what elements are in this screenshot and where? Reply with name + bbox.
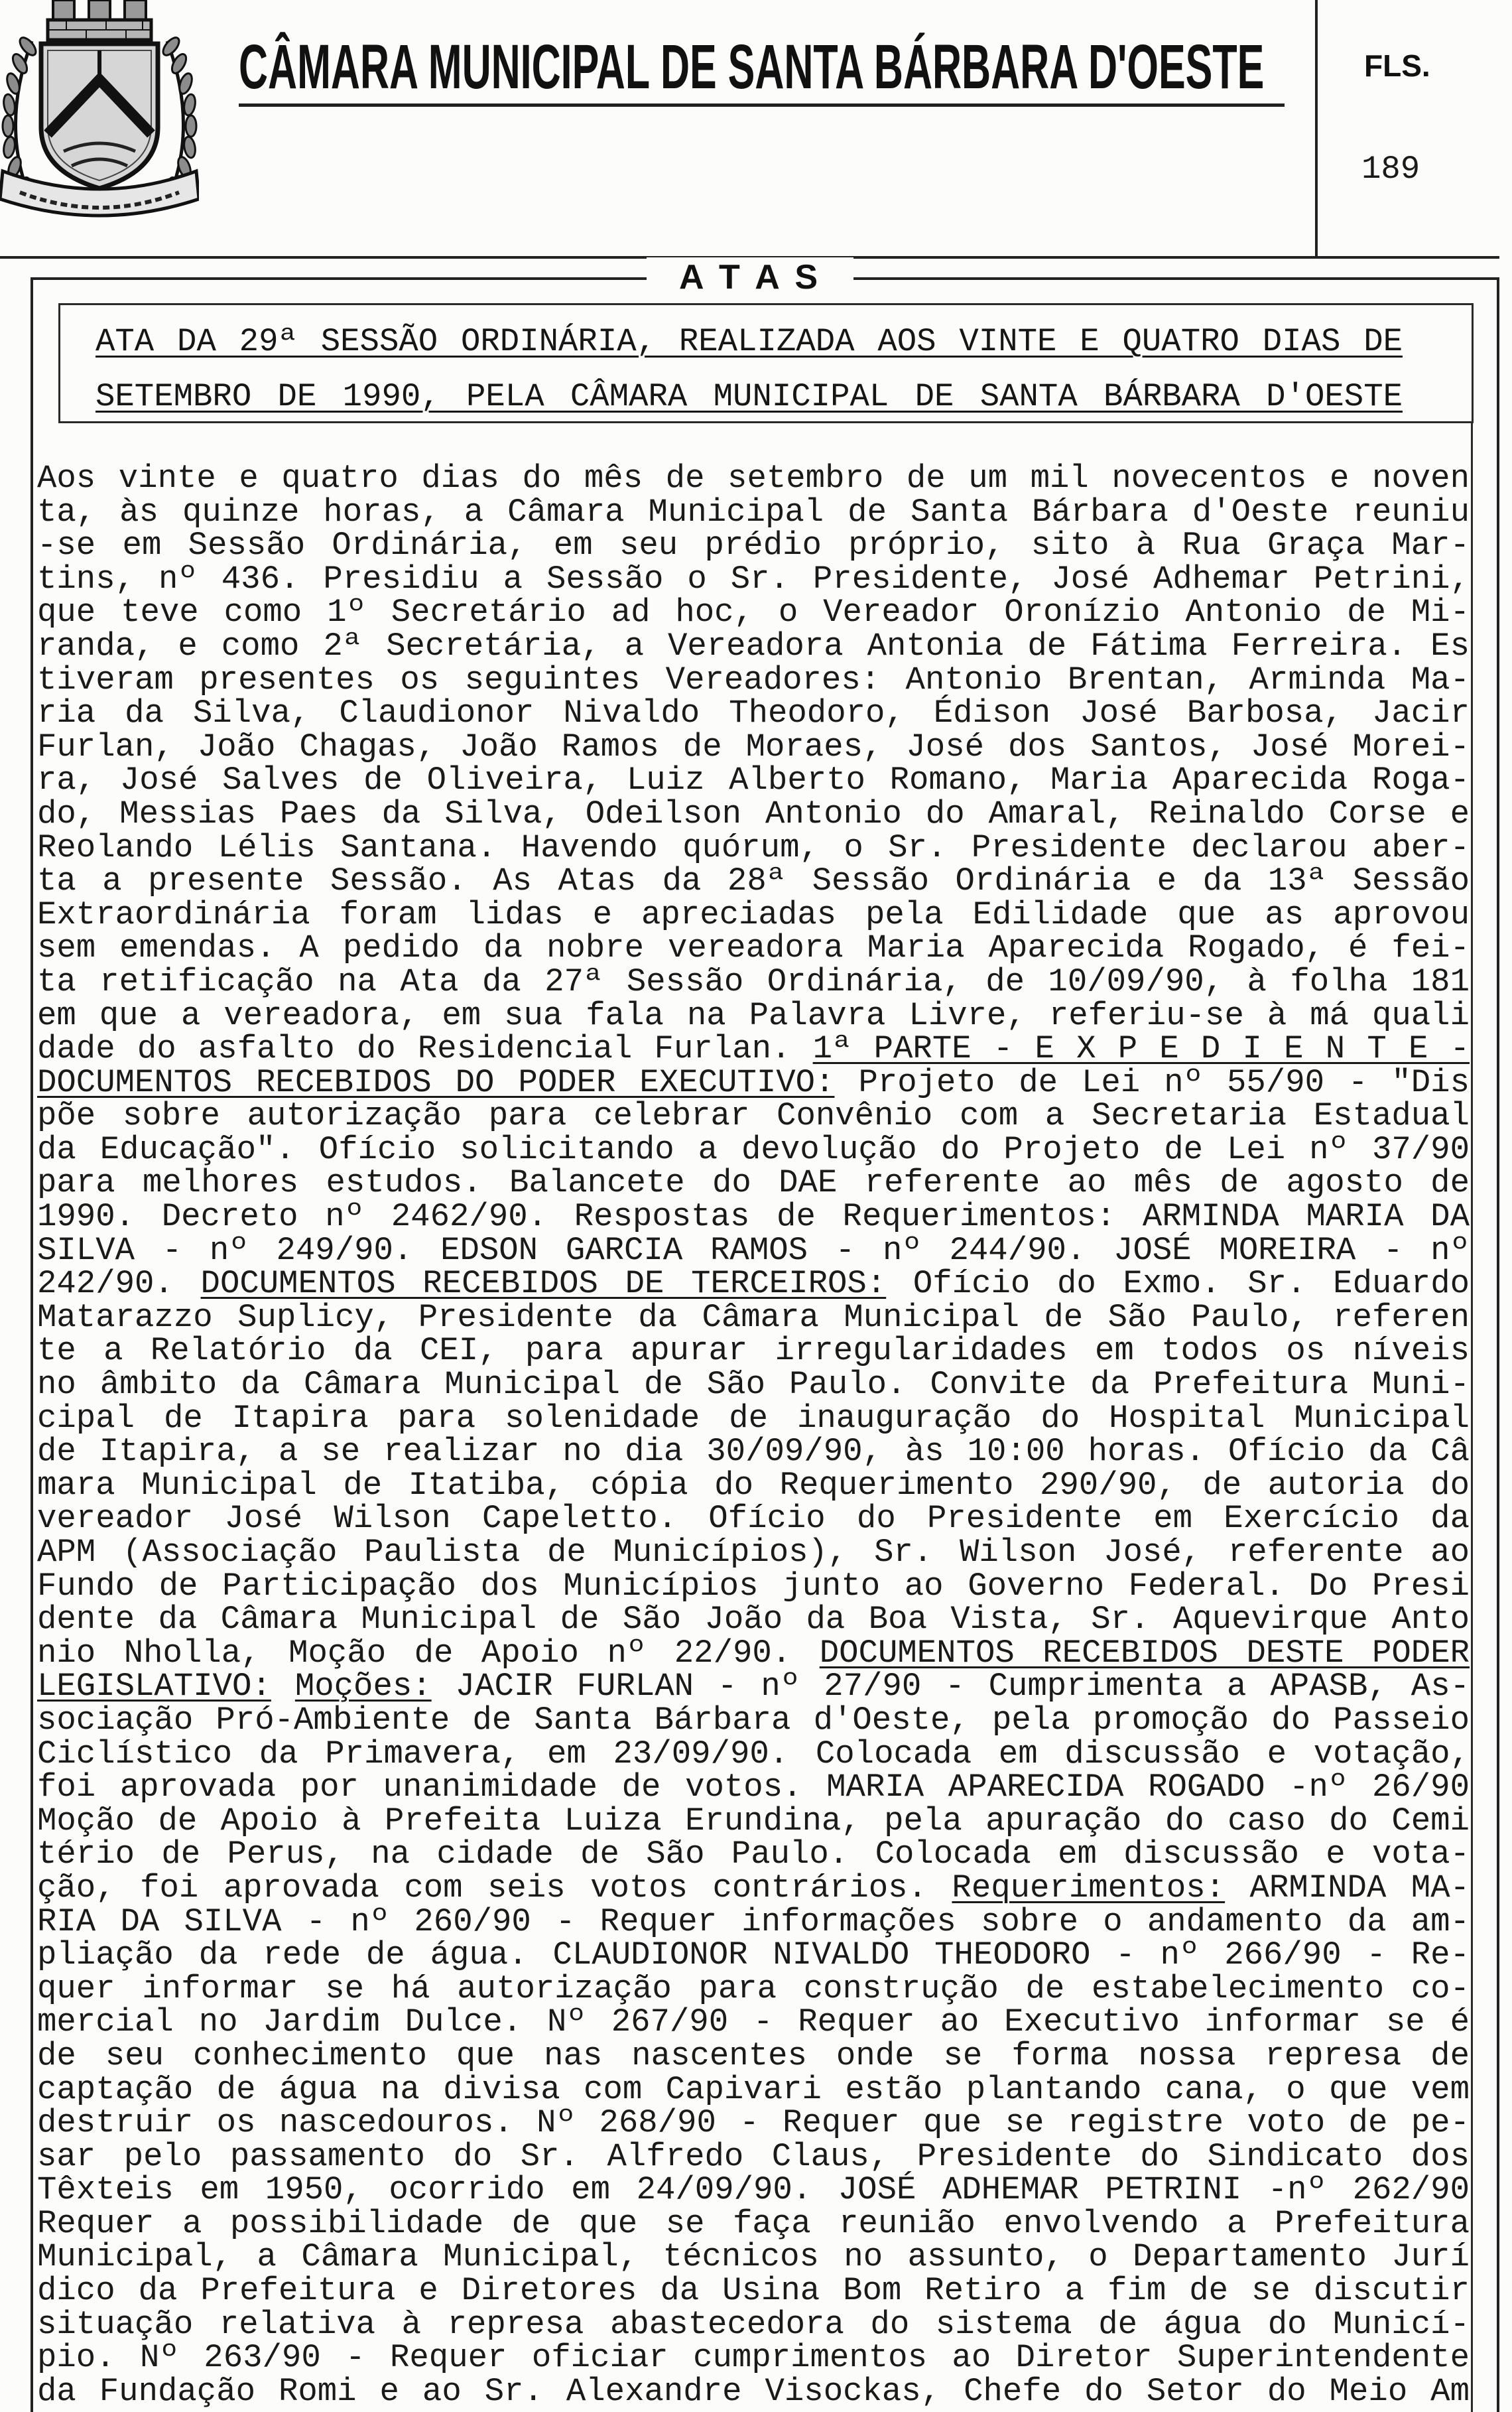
- body-line: [37, 1634, 1470, 1672]
- body-line: [37, 1771, 1470, 1804]
- body-line: [37, 1368, 1470, 1402]
- body-text: para melhores estudos. Balancete do DAE referente ao mês de agosto de: [37, 1164, 1470, 1202]
- body-text: pliação da rede de água. CLAUDIONOR NIVALDO THEODORO - nº 266/90 - Re-: [37, 1936, 1470, 1974]
- body-line: [37, 2173, 1470, 2207]
- body-line: [37, 560, 1470, 598]
- body-line: [37, 2305, 1470, 2343]
- body-line: [37, 596, 1470, 630]
- body-line: [37, 1536, 1470, 1570]
- page-number: 189: [1361, 151, 1420, 188]
- body-text: dente da Câmara Municipal de São João da Boa Vista, Sr. Aquevirque Anto: [37, 1601, 1470, 1639]
- body-line: [37, 1399, 1470, 1437]
- body-text: que teve como 1º Secretário ad hoc, o Vereador Oronízio Antonio de Mi-: [37, 594, 1470, 632]
- body-text: mercial no Jardim Dulce. Nº 267/90 - Requer ao Executivo informar se é: [37, 2003, 1470, 2041]
- body-text: sar pelo passamento do Sr. Alfredo Claus, Presidente do Sindicato dos: [37, 2137, 1470, 2175]
- underlined-section-heading: DOCUMENTOS RECEBIDOS DE TERCEIROS:: [200, 1265, 887, 1303]
- body-text: mara Municipal de Itatiba, cópia do Requerimento 290/90, de autoria do: [37, 1466, 1470, 1504]
- body-line: [37, 1972, 1470, 2006]
- body-text: Requer a possibilidade de que se faça reunião envolvendo a Prefeitura: [37, 2204, 1470, 2242]
- minutes-body: [37, 462, 1470, 2408]
- body-line: [37, 1737, 1470, 1771]
- body-line: [37, 1099, 1470, 1133]
- body-text: Municipal, a Câmara Municipal, técnicos no assunto, o Departamento Jurí: [37, 2238, 1470, 2276]
- body-text: nio Nholla, Moção de Apoio nº 22/90.: [37, 1634, 820, 1672]
- body-text: RIA DA SILVA - nº 260/90 - Requer informações sobre o andamento da am-: [37, 1903, 1470, 1940]
- body-text: vereador José Wilson Capeletto. Ofício do Presidente em Exercício da: [37, 1500, 1470, 1538]
- body-line: [37, 898, 1470, 932]
- body-line: [37, 462, 1470, 496]
- body-text: sociação Pró-Ambiente de Santa Bárbara d'Oeste, pela promoção do Passeio: [37, 1701, 1470, 1739]
- body-text: ARMINDA MA-: [1225, 1869, 1470, 1907]
- body-line: [37, 1298, 1470, 1336]
- body-text: Projeto de Lei nº 55/90 - "Dis: [834, 1063, 1470, 1101]
- body-line: [37, 1670, 1470, 1704]
- body-text: de seu conhecimento que nas nascentes onde se forma nossa represa de: [37, 2037, 1470, 2074]
- body-line: [37, 1130, 1470, 1168]
- fls-label: FLS.: [1364, 48, 1430, 83]
- body-text: Aos vinte e quatro dias do mês de setembro de um mil novecentos e noven: [37, 460, 1470, 497]
- body-line: [37, 1166, 1470, 1200]
- mural-crown: [48, 0, 151, 40]
- body-text: ta a presente Sessão. As Atas da 28ª Sessão Ordinária e da 13ª Sessão: [37, 862, 1470, 900]
- body-line: [37, 663, 1470, 697]
- body-line: [37, 764, 1470, 797]
- coat-of-arms-logo: [0, 0, 199, 231]
- body-line: [37, 931, 1470, 965]
- body-line: [37, 529, 1470, 563]
- body-text: destruir os nascedouros. Nº 268/90 - Requer que se registre voto de pe-: [37, 2104, 1470, 2142]
- body-line: [37, 1063, 1470, 1101]
- body-line: [37, 2240, 1470, 2274]
- body-text: Têxteis em 1950, ocorrido em 24/09/90. JOSÉ ADHEMAR PETRINI -nº 262/90: [37, 2171, 1470, 2209]
- body-line: [37, 2372, 1470, 2410]
- body-text: Fundo de Participação dos Municípios junto ao Governo Federal. Do Presi: [37, 1567, 1470, 1605]
- underlined-section-heading: Moções:: [294, 1668, 432, 1706]
- body-line: [37, 1435, 1470, 1469]
- body-text: APM (Associação Paulista de Municípios), Sr. Wilson José, referente ao: [37, 1534, 1470, 1571]
- body-line: [37, 1905, 1470, 1939]
- body-line: [37, 2005, 1470, 2039]
- heading-line: [95, 369, 1403, 425]
- heading-line: [95, 314, 1403, 369]
- body-text: cipal de Itapira para solenidade de inauguração do Hospital Municipal: [37, 1399, 1470, 1437]
- body-line: [37, 2039, 1470, 2073]
- body-text: sem emendas. A pedido da nobre vereadora Maria Aparecida Rogado, é fei-: [37, 929, 1470, 967]
- body-text: tiveram presentes os seguintes Vereadores: Antonio Brentan, Arminda Ma-: [37, 661, 1470, 699]
- body-text: pio. Nº 263/90 - Requer oficiar cumprimentos ao Diretor Superintendente: [37, 2339, 1470, 2377]
- body-line: [37, 2106, 1470, 2140]
- underlined-section-heading: 1ª PARTE - E X P E D I E N T E -: [812, 1030, 1470, 1068]
- body-text: ção, foi aprovada com seis votos contrários.: [37, 1869, 952, 1907]
- body-text: da Educação". Ofício solicitando a devolução do Projeto de Lei nº 37/90: [37, 1130, 1470, 1168]
- body-text: ta retificação na Ata da 27ª Sessão Ordinária, de 10/09/90, à folha 181: [37, 963, 1470, 1000]
- body-line: [37, 2070, 1470, 2108]
- body-line: [37, 1938, 1470, 1972]
- body-text: Moção de Apoio à Prefeita Luiza Erundina, pela apuração do caso do Cemi: [37, 1802, 1470, 1840]
- body-text: Furlan, João Chagas, João Ramos de Moraes, José dos Santos, José Morei-: [37, 728, 1470, 766]
- body-text: SILVA - nº 249/90. EDSON GARCIA RAMOS - nº 244/90. JOSÉ MOREIRA - nº: [37, 1231, 1470, 1269]
- body-line: [37, 730, 1470, 764]
- body-text: em que a vereadora, em sua fala na Palavra Livre, referiu-se à má quali: [37, 996, 1470, 1034]
- body-line: [37, 1200, 1470, 1234]
- body-text: quer informar se há autorização para construção de estabelecimento co-: [37, 1970, 1470, 2007]
- body-text: de Itapira, a se realizar no dia 30/09/90, às 10:00 horas. Ofício da Câ: [37, 1433, 1470, 1471]
- body-text: 1990. Decreto nº 2462/90. Respostas de Requerimentos: ARMINDA MARIA DA: [37, 1198, 1470, 1236]
- body-line: [37, 2137, 1470, 2175]
- body-line: [37, 1032, 1470, 1066]
- heading-text: ATA DA 29ª SESSÃO ORDINÁRIA, REALIZADA AOS VINTE E QUATRO DIAS DE: [95, 323, 1403, 360]
- body-line: [37, 1838, 1470, 1871]
- body-line: [37, 1466, 1470, 1504]
- body-line: [37, 1701, 1470, 1739]
- body-text: Matarazzo Suplicy, Presidente da Câmara Municipal de São Paulo, referen: [37, 1298, 1470, 1336]
- body-text: põe sobre autorização para celebrar Convênio com a Secretaria Estadual: [37, 1097, 1470, 1135]
- body-text: Ofício do Exmo. Sr. Eduardo: [886, 1265, 1470, 1303]
- right-margin-rule: [1471, 423, 1473, 2412]
- body-text: ra, José Salves de Oliveira, Luiz Alberto Romano, Maria Aparecida Roga-: [37, 762, 1470, 799]
- body-line: [37, 1603, 1470, 1637]
- body-line: [37, 697, 1470, 730]
- body-line: [37, 1267, 1470, 1301]
- body-text: captação de água na divisa com Capivari estão plantando cana, o que vem: [37, 2070, 1470, 2108]
- body-text: dico da Prefeitura e Diretores da Usina Bom Retiro a fim de se discutir: [37, 2272, 1470, 2310]
- body-line: [37, 627, 1470, 665]
- body-text: randa, e como 2ª Secretária, a Vereadora Antonia de Fátima Ferreira. Es: [37, 627, 1470, 665]
- body-line: [37, 2274, 1470, 2308]
- heading-text: SETEMBRO DE 1990, PELA CÂMARA MUNICIPAL DE SANTA BÁRBARA D'OESTE: [95, 378, 1403, 415]
- body-text: -se em Sessão Ordinária, em seu prédio próprio, sito à Rua Graça Mar-: [37, 527, 1470, 565]
- title-underline: [239, 103, 1285, 107]
- header-vertical-rule: [1315, 0, 1318, 257]
- body-text: dade do asfalto do Residencial Furlan.: [37, 1030, 813, 1068]
- underlined-section-heading: Requerimentos:: [952, 1869, 1226, 1907]
- body-text: foi aprovada por unanimidade de votos. MARIA APARECIDA ROGADO -nº 26/90: [37, 1769, 1470, 1806]
- body-text: tins, nº 436. Presidiu a Sessão o Sr. Presidente, José Adhemar Petrini,: [37, 560, 1470, 598]
- body-text: JACIR FURLAN - nº 27/90 - Cumprimenta a APASB, As-: [431, 1668, 1470, 1706]
- body-line: [37, 996, 1470, 1034]
- institution-title: CÂMARA MUNICIPAL DE SANTA BÁRBARA D'OESTE: [239, 31, 1265, 102]
- body-text: do, Messias Paes da Silva, Odeilson Antonio do Amaral, Reinaldo Corse e: [37, 795, 1470, 833]
- body-line: [37, 864, 1470, 898]
- body-line: [37, 1804, 1470, 1838]
- body-line: [37, 1871, 1470, 1905]
- body-line: [37, 2204, 1470, 2242]
- body-line: [37, 1567, 1470, 1605]
- body-line: [37, 2341, 1470, 2375]
- body-text: situação relativa à represa abastecedora do sistema de água do Municí-: [37, 2305, 1470, 2343]
- body-text: Extraordinária foram lidas e apreciadas pela Edilidade que as aprovou: [37, 896, 1470, 933]
- body-line: [37, 831, 1470, 865]
- body-text: no âmbito da Câmara Municipal de São Paulo. Convite da Prefeitura Muni-: [37, 1366, 1470, 1404]
- body-text: 242/90.: [37, 1265, 201, 1303]
- body-text: te a Relatório da CEI, para apurar irregularidades em todos os níveis: [37, 1332, 1470, 1370]
- body-text: Reolando Lélis Santana. Havendo quórum, o Sr. Presidente declarou aber-: [37, 829, 1470, 866]
- underlined-section-heading: DOCUMENTOS RECEBIDOS DESTE PODER: [819, 1634, 1470, 1672]
- body-text: da Fundação Romi e ao Sr. Alexandre Visockas, Chefe do Setor do Meio Am: [37, 2372, 1470, 2410]
- body-line: [37, 1231, 1470, 1269]
- body-text: ria da Silva, Claudionor Nivaldo Theodoro, Édison José Barbosa, Jacir: [37, 695, 1470, 732]
- body-line: [37, 965, 1470, 999]
- body-text: tério de Perus, na cidade de São Paulo. Colocada em discussão e vota-: [37, 1836, 1470, 1873]
- underlined-section-heading: LEGISLATIVO:: [37, 1668, 271, 1706]
- section-label: A T A S: [647, 257, 853, 297]
- body-line: [37, 797, 1470, 831]
- body-text: ta, às quinze horas, a Câmara Municipal de Santa Bárbara d'Oeste reuniu: [37, 493, 1470, 531]
- minutes-heading: [95, 314, 1403, 425]
- body-text: [271, 1668, 295, 1705]
- body-line: [37, 493, 1470, 531]
- body-line: [37, 1334, 1470, 1368]
- body-line: [37, 1502, 1470, 1536]
- underlined-section-heading: DOCUMENTOS RECEBIDOS DO PODER EXECUTIVO:: [37, 1063, 835, 1101]
- body-text: Ciclístico da Primavera, em 23/09/90. Colocada em discussão e votação,: [37, 1735, 1470, 1773]
